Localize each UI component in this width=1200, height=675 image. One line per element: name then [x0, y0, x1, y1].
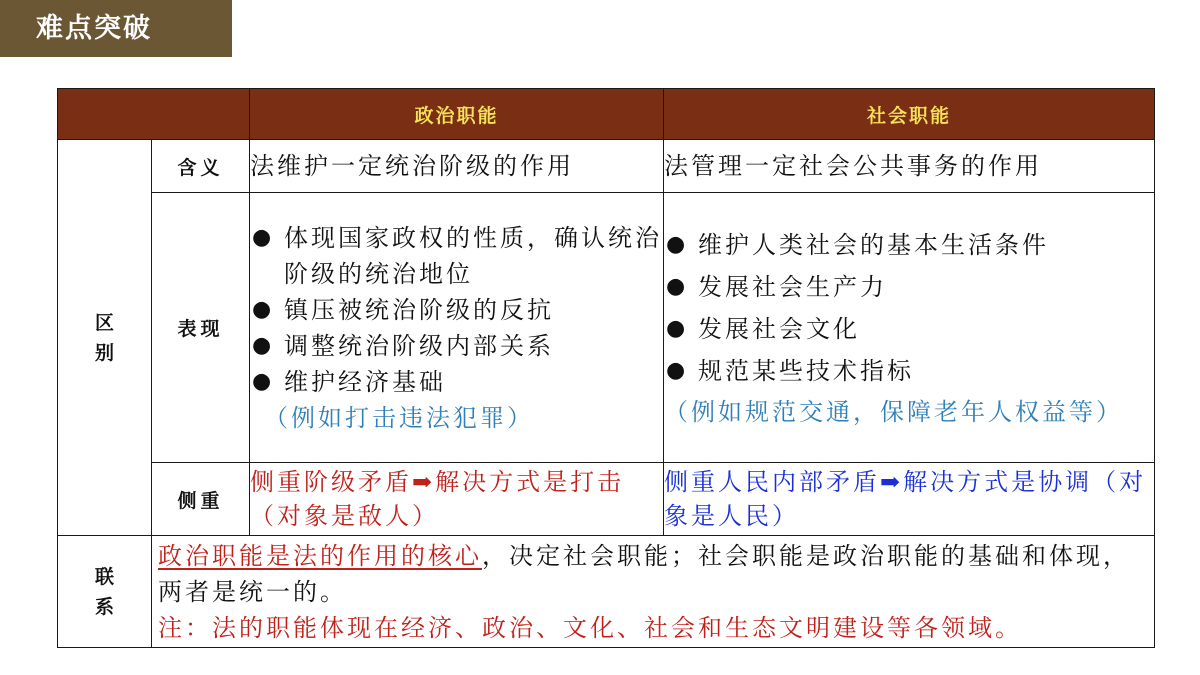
list-item: ● 镇压被统治阶级的反抗	[250, 292, 663, 328]
header-blank-cell	[58, 89, 250, 140]
connection-statement	[158, 538, 1148, 610]
list-item: ● 发展社会生产力	[664, 266, 1154, 308]
black-circle-icon: ●	[252, 296, 275, 322]
meaning-row	[58, 140, 1155, 193]
emphasis-row	[58, 463, 1155, 536]
manifestation-row	[58, 193, 1155, 463]
connection-content	[152, 536, 1155, 648]
connection-rest: ，决定社会职能；社会职能是政治职能的基础和体现，两者是统一的。	[158, 541, 1130, 606]
header-row	[58, 89, 1155, 140]
section-title: 难点突破	[0, 0, 232, 57]
black-circle-icon: ●	[252, 332, 275, 358]
list-item: ● 调整统治阶级内部关系	[250, 328, 663, 364]
connection-row	[58, 536, 1155, 648]
political-example-note: （例如打击违法犯罪）	[264, 403, 534, 432]
meaning-label: 含义	[152, 140, 250, 193]
manifestation-label: 表现	[152, 193, 250, 463]
social-example-note: （例如规范交通，保障老年人权益等）	[664, 397, 1123, 426]
black-circle-icon: ●	[252, 224, 275, 250]
black-circle-icon: ●	[252, 368, 275, 394]
header-political: 政治职能	[250, 89, 664, 140]
list-item: ● 发展社会文化	[664, 308, 1154, 350]
black-circle-icon: ●	[666, 357, 689, 383]
black-circle-icon: ●	[666, 315, 689, 341]
meaning-political: 法维护一定统治阶级的作用	[250, 140, 664, 193]
header-social: 社会职能	[664, 89, 1155, 140]
meaning-social: 法管理一定社会公共事务的作用	[664, 140, 1155, 193]
comparison-table	[57, 88, 1155, 648]
list-item: ● 规范某些技术指标	[664, 350, 1154, 392]
black-circle-icon: ●	[666, 231, 689, 257]
connection-highlight: 政治职能是法的作用的核心	[158, 541, 482, 570]
manifestation-political	[250, 193, 664, 463]
list-item: ● 体现国家政权的性质，确认统治阶级的统治地位	[250, 220, 663, 292]
manifestation-social	[664, 193, 1155, 463]
connection-label: 联 系	[58, 536, 152, 648]
social-bullet-list	[664, 224, 1154, 392]
list-item: ● 维护人类社会的基本生活条件	[664, 224, 1154, 266]
difference-label: 区 别	[58, 140, 152, 536]
connection-note: 注：法的职能体现在经济、政治、文化、社会和生态文明建设等各领域。	[158, 613, 1022, 642]
emphasis-label: 侧重	[152, 463, 250, 536]
black-circle-icon: ●	[666, 273, 689, 299]
list-item: ● 维护经济基础	[250, 364, 663, 400]
emphasis-political: 侧重阶级矛盾➡解决方式是打击（对象是敌人）	[250, 463, 664, 536]
political-bullet-list	[250, 220, 663, 400]
emphasis-social: 侧重人民内部矛盾➡解决方式是协调（对象是人民）	[664, 463, 1155, 536]
